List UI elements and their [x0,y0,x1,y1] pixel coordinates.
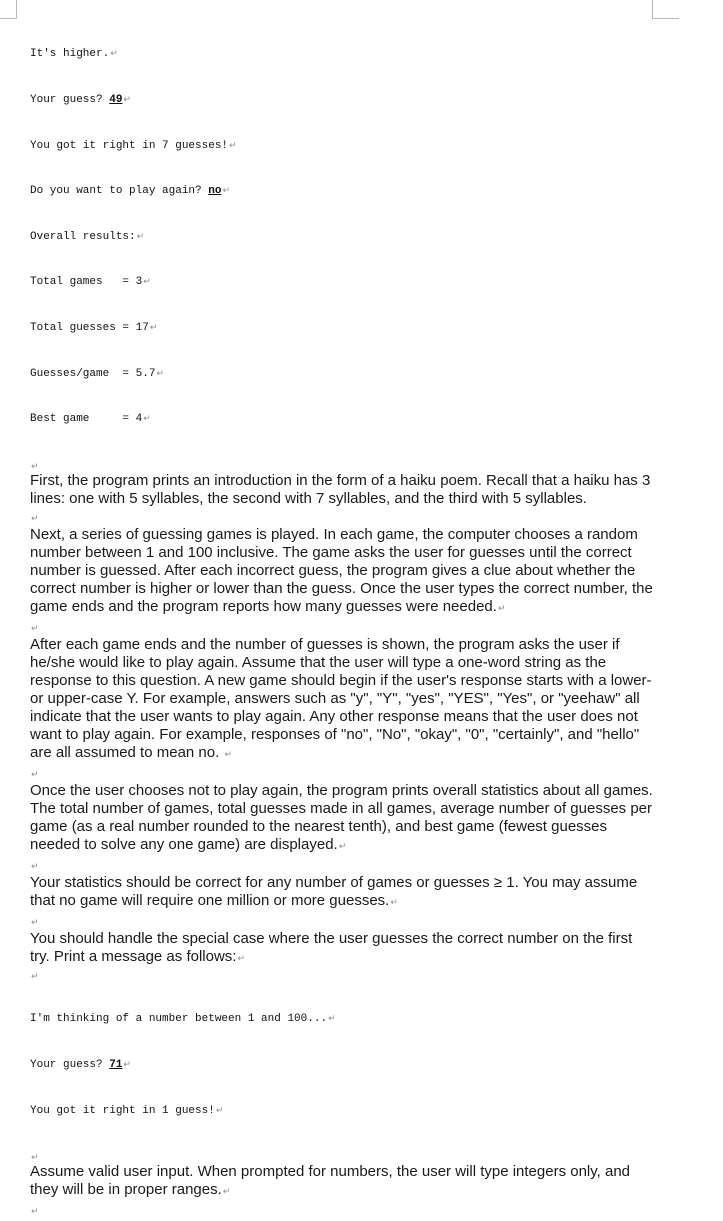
console-line: Best game = 4↵ [30,413,151,426]
paragraph-overall-statistics: Once the user chooses not to play again, the program prints overall statistics about all games. The total number of games, total guesses made in all games, average number of guesses per game (as a real number rounded to the nearest tenth), and best game (fewest guesses needed to solve any one game) are displayed.↵ [30,781,653,853]
paragraph-statistics-correctness: Your statistics should be correct for any number of games or guesses ≥ 1. You may assume that no game will require one million or more guesses.↵ [30,873,638,909]
console-line: Your guess? 71↵ [30,1058,131,1071]
empty-paragraph: ↵ [31,1207,39,1218]
console-line: You got it right in 7 guesses!↵ [30,139,237,152]
empty-paragraph: ↵ [31,917,39,928]
sample-run-block [30,17,655,458]
console-line: Total guesses = 17↵ [30,322,158,335]
empty-paragraph: ↵ [31,971,39,982]
console-line: I'm thinking of a number between 1 and 100...↵ [30,1013,336,1026]
console-line: Total games = 3↵ [30,276,151,289]
page-corner-mark-left [0,0,17,19]
paragraph-special-case: You should handle the special case where the user guesses the correct number on the first try. Print a message as follows:↵ [30,929,633,965]
paragraph-haiku-intro: First, the program prints an introduction in the form of a haiku poem. Recall that a haiku has 3 lines: one with 5 syllables, the second with 7 syllables, and the third with 5 syllables. [30,471,651,507]
empty-paragraph: ↵ [31,1153,39,1164]
empty-paragraph: ↵ [31,513,39,524]
paragraph-play-again: After each game ends and the number of guesses is shown, the program asks the user if he/she would like to play again. Assume that the user will type a one-word string as the response to this question. A new game should begin if the user's response starts with a lower- or upper-case Y. For example, answers such as "y", "Y", "yes", "YES", "Yes", or "yeehaw" all indicate that the user wants to play again. Any other response means that the user does not want to play again. For example, responses of "no", "No", "okay", "0", "certainly", and "hello" are all assumed to mean no. ↵ [30,635,652,761]
special-case-run-block [30,982,655,1149]
console-line: Do you want to play again? no↵ [30,185,230,198]
empty-paragraph: ↵ [31,623,39,634]
empty-paragraph: ↵ [31,769,39,780]
console-line: Your guess? 49↵ [30,94,131,107]
empty-paragraph: ↵ [31,461,39,472]
paragraph-guessing-games: Next, a series of guessing games is played. In each game, the computer chooses a random number between 1 and 100 inclusive. The game asks the user for guesses until the correct number is guessed. After each incorrect guess, the program gives a clue about whether the correct number is higher or lower than the guess. Once the user types the correct number, the game ends and the program reports how many guesses were needed.↵ [30,525,653,615]
paragraph-valid-input: Assume valid user input. When prompted for numbers, the user will type integers only, and they will be in proper ranges.↵ [30,1163,631,1199]
console-line: It's higher.↵ [30,48,118,61]
console-line: You got it right in 1 guess!↵ [30,1104,224,1117]
page-corner-mark-right [652,0,679,19]
empty-paragraph: ↵ [31,861,39,872]
console-line: Guesses/game = 5.7↵ [30,367,164,380]
document-page [30,17,655,1219]
console-line: Overall results:↵ [30,230,145,243]
